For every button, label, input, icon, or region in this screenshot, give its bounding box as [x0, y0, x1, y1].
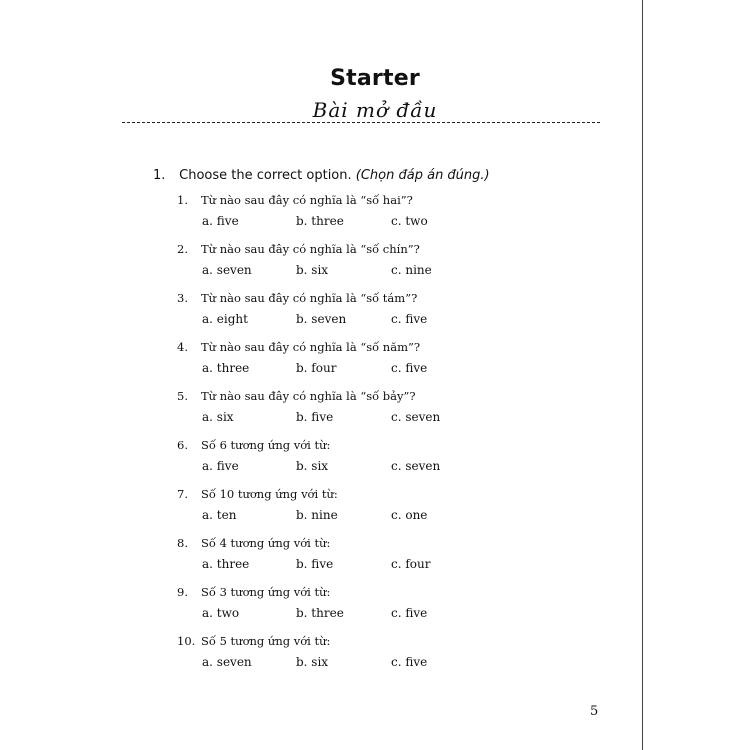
question-prompt: Số 6 tương ứng với từ:: [201, 438, 331, 452]
option-c: c. five: [391, 361, 428, 375]
question-item: [0, 438, 642, 487]
question-number: 3.: [177, 291, 188, 305]
option-a: a. seven: [202, 655, 252, 669]
question-item: [0, 634, 642, 683]
page-number: 5: [590, 704, 599, 719]
option-c: c. nine: [391, 263, 432, 277]
option-b: b. four: [296, 361, 337, 375]
question-item: [0, 242, 642, 291]
option-b: b. nine: [296, 508, 338, 522]
question-prompt: Từ nào sau đây có nghĩa là “số tám”?: [201, 291, 418, 305]
question-list: [0, 193, 642, 683]
section-instruction: Choose the correct option.: [179, 168, 352, 183]
question-item: [0, 291, 642, 340]
question-number: 8.: [177, 536, 188, 550]
option-b: b. six: [296, 459, 329, 473]
option-c: c. seven: [391, 410, 441, 424]
option-a: a. eight: [202, 312, 248, 326]
question-prompt: Từ nào sau đây có nghĩa là “số hai”?: [201, 193, 413, 207]
option-b: b. seven: [296, 312, 347, 326]
question-item: [0, 193, 642, 242]
question-prompt: Số 10 tương ứng với từ:: [201, 487, 338, 501]
option-c: c. five: [391, 606, 428, 620]
question-prompt: Từ nào sau đây có nghĩa là “số bảy”?: [201, 389, 416, 403]
option-a: a. two: [202, 606, 240, 620]
question-item: [0, 340, 642, 389]
page-title: Starter: [330, 66, 420, 91]
question-item: [0, 536, 642, 585]
question-item: [0, 389, 642, 438]
question-prompt: Số 5 tương ứng với từ:: [201, 634, 331, 648]
question-item: [0, 487, 642, 536]
option-b: b. five: [296, 557, 334, 571]
option-a: a. seven: [202, 263, 252, 277]
option-a: a. three: [202, 361, 250, 375]
option-a: a. five: [202, 214, 239, 228]
option-a: a. ten: [202, 508, 237, 522]
section-number: 1.: [153, 168, 166, 183]
option-c: c. one: [391, 508, 428, 522]
page-subtitle: Bài mở đầu: [312, 98, 438, 122]
question-prompt: Từ nào sau đây có nghĩa là “số năm”?: [201, 340, 421, 354]
section-instruction-vi: (Chọn đáp án đúng.): [355, 168, 490, 183]
option-c: c. two: [391, 214, 428, 228]
option-a: a. three: [202, 557, 250, 571]
question-number: 9.: [177, 585, 188, 599]
option-c: c. four: [391, 557, 431, 571]
question-prompt: Số 4 tương ứng với từ:: [201, 536, 331, 550]
question-number: 7.: [177, 487, 188, 501]
option-a: a. six: [202, 410, 234, 424]
question-prompt: Từ nào sau đây có nghĩa là “số chín”?: [201, 242, 420, 256]
option-b: b. three: [296, 214, 344, 228]
question-number: 5.: [177, 389, 188, 403]
question-prompt: Số 3 tương ứng với từ:: [201, 585, 331, 599]
question-number: 4.: [177, 340, 188, 354]
option-a: a. five: [202, 459, 239, 473]
question-number: 10.: [177, 634, 196, 648]
question-number: 2.: [177, 242, 188, 256]
section-heading: [153, 168, 490, 183]
question-number: 6.: [177, 438, 188, 452]
question-number: 1.: [177, 193, 188, 207]
option-c: c. five: [391, 312, 428, 326]
title-divider: [122, 122, 600, 123]
option-b: b. six: [296, 263, 329, 277]
option-b: b. three: [296, 606, 344, 620]
option-b: b. six: [296, 655, 329, 669]
option-c: c. five: [391, 655, 428, 669]
option-c: c. seven: [391, 459, 441, 473]
option-b: b. five: [296, 410, 334, 424]
question-item: [0, 585, 642, 634]
